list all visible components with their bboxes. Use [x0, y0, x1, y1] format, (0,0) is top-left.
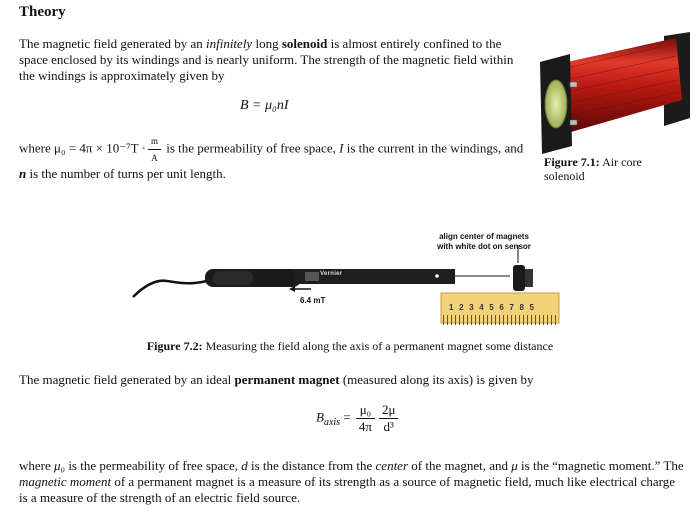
symbol-mu0: μ₀ [54, 458, 66, 473]
text: is the permeability of free space, [65, 458, 242, 473]
keyword-permanent-magnet: permanent magnet [234, 372, 340, 387]
symbol-current: I [339, 140, 344, 156]
text: is the distance from the [247, 458, 376, 473]
text-italic: center [375, 458, 409, 473]
fraction-denominator: d³ [383, 419, 394, 434]
ruler-ticks [443, 315, 557, 325]
sensor-brand-label: Vernier [320, 271, 343, 277]
keyword-solenoid: solenoid [281, 36, 328, 51]
text: of the magnet, and [408, 458, 512, 473]
text: The magnetic field generated by an ideal [19, 372, 235, 387]
fraction-denominator: 4π [358, 419, 372, 434]
text: is the current in the windings, and [343, 140, 524, 156]
text: is the number of turns per unit length. [26, 166, 226, 181]
fraction-numerator: μ₀ [356, 402, 375, 419]
symbol-n: n [19, 166, 27, 181]
annotation-line: with white dot on sensor [437, 242, 531, 251]
unit-fraction [148, 133, 161, 166]
fraction-mu0-4pi [356, 402, 375, 435]
text: where [19, 140, 55, 156]
figure-label: Figure 7.1: [544, 155, 600, 169]
figure-caption-magnet [0, 339, 700, 354]
symbol-b: B [316, 409, 324, 425]
fraction-denominator: A [151, 153, 158, 163]
text: is the “magnetic moment.” The [517, 458, 684, 473]
paragraph-solenoid [19, 36, 519, 84]
text-italic: infinitely [205, 36, 253, 51]
equation-axis-field [316, 402, 400, 435]
equation-solenoid-field: B = μ₀nI [240, 98, 289, 113]
solenoid-image [536, 30, 694, 154]
equals: = [340, 409, 354, 425]
diagram-annotation [424, 232, 544, 252]
figure-caption-solenoid [544, 155, 674, 183]
symbol-d: d [241, 458, 248, 473]
text: (measured along its axis) is given by [339, 372, 534, 387]
sensor-reading: 6.4 mT [300, 296, 326, 305]
fraction-numerator: m [148, 133, 161, 150]
text: The magnetic field generated by an [19, 36, 206, 51]
text: long [252, 36, 282, 51]
subscript-axis: axis [323, 417, 341, 429]
figure-text: Air core solenoid [544, 155, 642, 183]
text: is the permeability of free space, [162, 140, 340, 156]
text: is almost entirely confined to the space enclosed by its windings and is nearly uniform. The strength of the magnetic field within the windings is approximately given by [19, 36, 514, 83]
text-italic: magnetic moment [19, 474, 112, 489]
paragraph-magnetic-moment [19, 458, 684, 506]
ruler [441, 299, 559, 327]
figure-label: Figure 7.2: [146, 339, 203, 353]
fraction-2mu-d3 [379, 402, 398, 435]
fraction-numerator: 2μ [379, 402, 398, 419]
ruler-numbers: 123456785 [449, 303, 540, 312]
section-heading: Theory [19, 4, 66, 20]
figure-text: Measuring the field along the axis of a permanent magnet some distance [202, 339, 554, 353]
paragraph-permeability [19, 133, 524, 182]
mu0-value: μ₀ = 4π × 10⁻⁷T · [54, 140, 146, 156]
text: where [19, 458, 55, 473]
text: of a permanent magnet is a measure of its strength as a source of magnetic field, much like electrical charge is a measure of the strength of an electric field source. [19, 474, 676, 505]
symbol-mu: μ [511, 458, 518, 473]
annotation-line: align center of magnets [439, 232, 529, 241]
paragraph-permanent-magnet [19, 372, 533, 388]
